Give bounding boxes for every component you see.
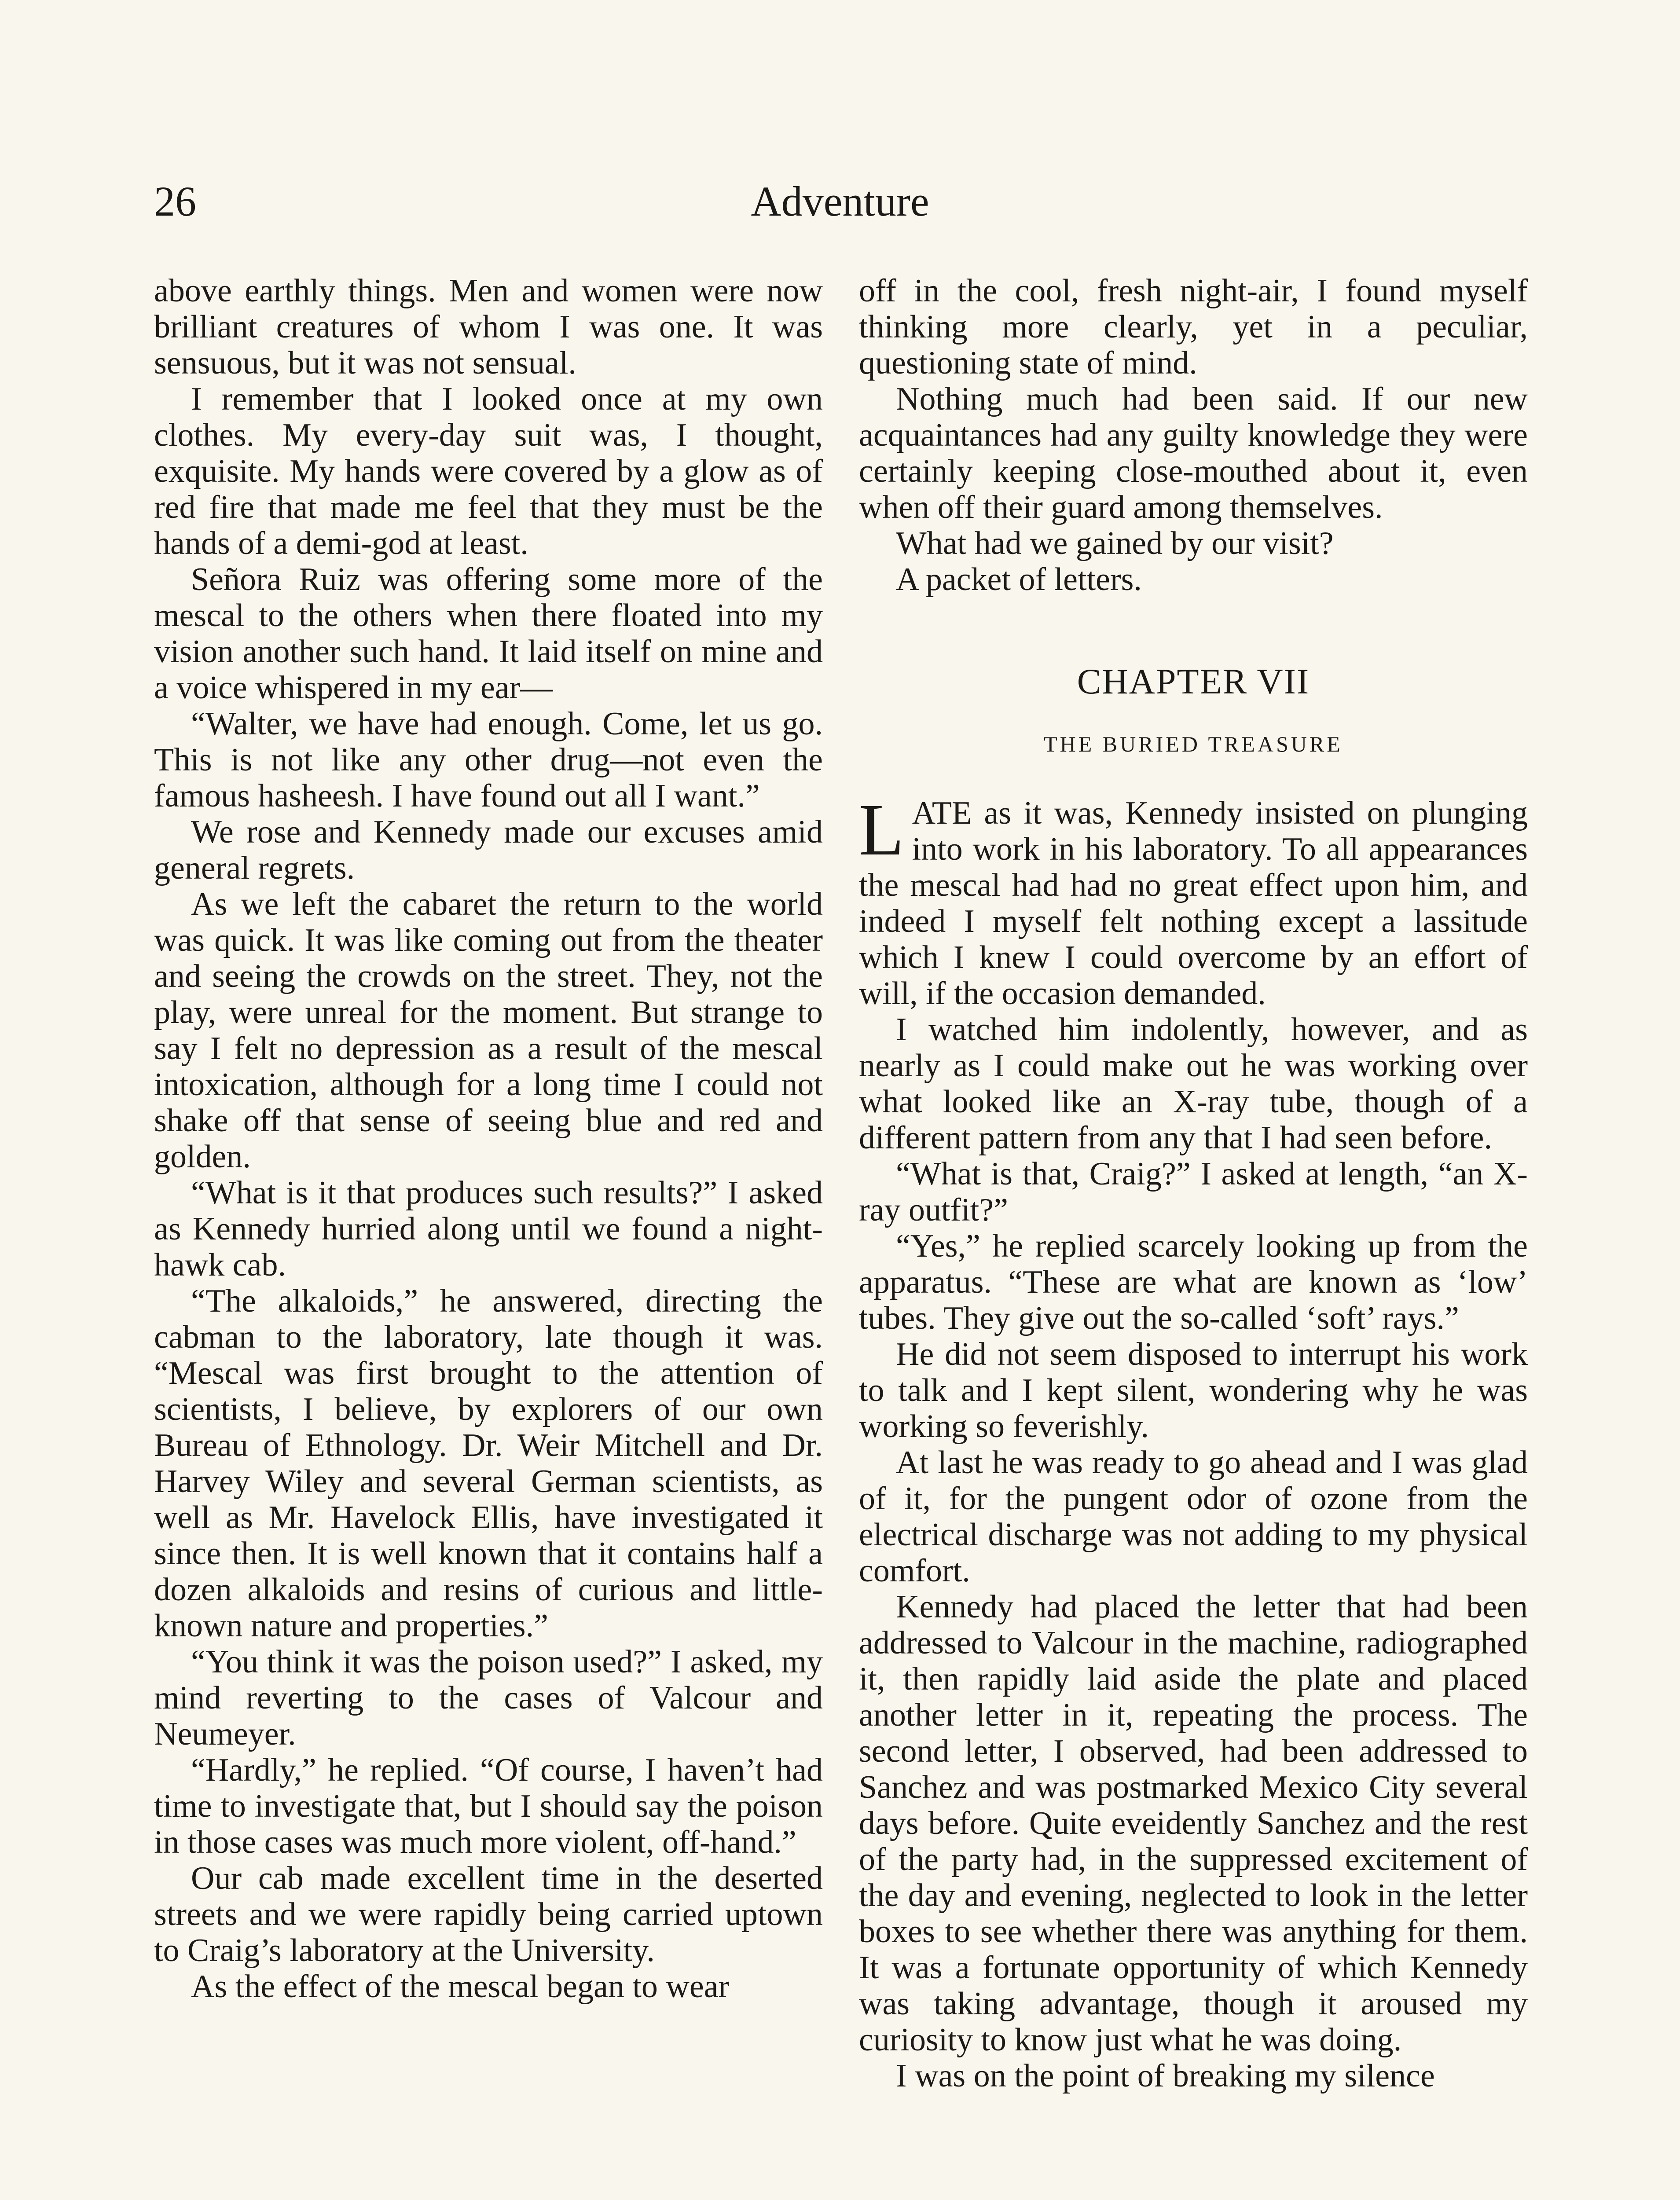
chapter-opening-paragraph bbox=[859, 789, 1528, 1012]
paragraph: He did not seem disposed to interrupt his work to talk and I kept silent, wondering why he was working so feverishly. bbox=[859, 1336, 1528, 1445]
paragraph: I remember that I looked once at my own clothes. My every-day suit was, I thought, exquisite. My hands were covered by a glow as of red fire that made me feel that they must be the hands of a demi-god at least. bbox=[154, 381, 823, 561]
opening-text: ATE as it was, Kennedy insisted on plunging into work in his laboratory. To all appearances the mescal had had no great effect upon him, and indeed I myself felt nothing except a lassitude which I knew I could overcome by an effort of will, if the occasion demanded. bbox=[859, 795, 1528, 1012]
paragraph: At last he was ready to go ahead and I was glad of it, for the pungent odor of ozone from the electrical discharge was not adding to my physical comfort. bbox=[859, 1445, 1528, 1589]
paragraph: As we left the cabaret the return to the world was quick. It was like coming out from the theater and seeing the crowds on the street. They, not the play, were unreal for the moment. But strange to say I felt no depression as a result of the mescal intoxication, although for a long time I could not shake off that sense of seeing blue and red and golden. bbox=[154, 886, 823, 1175]
paragraph: “The alkaloids,” he answered, directing the cabman to the laboratory, late though it was. “Mescal was first brought to the attention of scientists, I believe, by explorers of our own Bureau of Ethnology. Dr. Weir Mitchell and Dr. Harvey Wiley and several German scientists, as well as Mr. Havelock Ellis, have investigated it since then. It is well known that it contains half a dozen alkaloids and resins of curious and little-known nature and properties.” bbox=[154, 1283, 823, 1644]
paragraph: “Hardly,” he replied. “Of course, I haven’t had time to investigate that, but I should say the poison in those cases was much more violent, off-hand.” bbox=[154, 1752, 823, 1860]
paragraph: above earthly things. Men and women were now brilliant creatures of whom I was one. It was sensuous, but it was not sensual. bbox=[154, 273, 823, 381]
paragraph: “Yes,” he replied scarcely looking up from the apparatus. “These are what are known as ‘low’ tubes. They give out the so-called ‘soft’ rays.” bbox=[859, 1228, 1528, 1336]
right-column bbox=[859, 273, 1528, 2094]
paragraph: We rose and Kennedy made our excuses amid general regrets. bbox=[154, 814, 823, 886]
paragraph: I watched him indolently, however, and as nearly as I could make out he was working over what looked like an X-ray tube, though of a different pattern from any that I had seen before. bbox=[859, 1012, 1528, 1156]
paragraph: “Walter, we have had enough. Come, let us go. This is not like any other drug—not even the famous hasheesh. I have found out all I want.” bbox=[154, 706, 823, 814]
chapter-subtitle: THE BURIED TREASURE bbox=[1044, 732, 1343, 756]
paragraph: A packet of letters. bbox=[896, 561, 1142, 598]
paragraph: I was on the point of breaking my silence bbox=[896, 2058, 1435, 2094]
paragraph: Kennedy had placed the letter that had been addressed to Valcour in the machine, radiographed it, then rapidly laid aside the plate and placed another letter in it, repeating the process. The second letter, I observed, had been addressed to Sanchez and was postmarked Mexico City several days before. Quite eveidently Sanchez and the rest of the party had, in the suppressed excitement of the day and evening, neglected to look in the letter boxes to see whether there was anything for them. It was a fortunate opportunity of which Kennedy was taking advantage, though it aroused my curiosity to know just what he was doing. bbox=[859, 1589, 1528, 2058]
paragraph: Our cab made excellent time in the deserted streets and we were rapidly being carried uptown to Craig’s laboratory at the University. bbox=[154, 1860, 823, 1969]
running-title: Adventure bbox=[751, 178, 929, 225]
paragraph: “What is it that produces such results?” I asked as Kennedy hurried along until we found a night-hawk cab. bbox=[154, 1175, 823, 1283]
left-column bbox=[154, 273, 823, 2005]
paragraph: What had we gained by our visit? bbox=[896, 525, 1334, 561]
drop-cap: L bbox=[859, 789, 904, 871]
paragraph: Nothing much had been said. If our new acquaintances had any guilty knowledge they were certainly keeping close-mouthed about it, even when off their guard among themselves. bbox=[859, 381, 1528, 525]
paragraph: “What is that, Craig?” I asked at length, “an X-ray outfit?” bbox=[859, 1156, 1528, 1228]
paragraph: As the effect of the mescal began to wear bbox=[191, 1969, 730, 2005]
paragraph: Señora Ruiz was offering some more of the mescal to the others when there floated into my vision another such hand. It laid itself on mine and a voice whispered in my ear— bbox=[154, 561, 823, 706]
paragraph: “You think it was the poison used?” I asked, my mind reverting to the cases of Valcour and Neumeyer. bbox=[154, 1644, 823, 1752]
page-number: 26 bbox=[154, 178, 196, 225]
chapter-heading: CHAPTER VII bbox=[1077, 661, 1310, 701]
paragraph: off in the cool, fresh night-air, I found myself thinking more clearly, yet in a peculiar, questioning state of mind. bbox=[859, 273, 1528, 381]
